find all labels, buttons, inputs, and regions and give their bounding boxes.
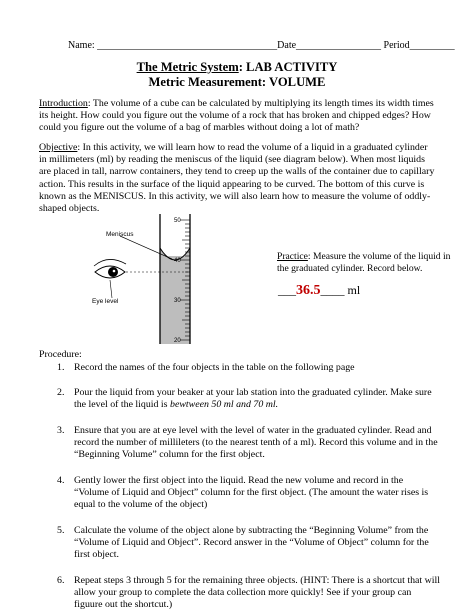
tick-label-40: 40: [174, 258, 181, 264]
tick-label-20: 20: [174, 338, 181, 344]
date-label: Date: [277, 40, 297, 51]
date-field[interactable]: _________________: [296, 40, 382, 51]
name-label: Name:: [68, 40, 98, 51]
introduction-text: : The volume of a cube can be calculated by multiplying its length times its width times its height. How could you figure out the volume of a rock that has broken and chipped edges? How could you figure out the volume of a bag of marbles without doing a lot of math?: [39, 98, 434, 134]
step-number: 5.: [57, 525, 65, 536]
step-text: Record the names of the four objects in the table on the following page: [74, 362, 355, 373]
title-rest: : LAB ACTIVITY: [238, 60, 338, 74]
step-number: 6.: [57, 575, 65, 586]
objective-text: : In this activity, we will learn how to read the volume of a liquid in a graduated cylinder in millimeters (ml) by reading the meniscus of the liquid (see diagram below). When most liquids are placed in tall, narrow containers, they tend to creep up the walls of the container due to capillary action. This results in the surface of the liquid appearing to be curved. The bottom of this curve is known as the MENISCUS. In this activity, we will also learn how to measure the volume of oddly-shaped objects.: [39, 142, 435, 215]
title-line-2: Metric Measurement: VOLUME: [148, 75, 326, 89]
meniscus-diagram: [90, 214, 230, 349]
practice-label: Practice: [277, 251, 308, 262]
title-underlined: The Metric System: [136, 60, 239, 74]
step-number: 1.: [57, 362, 65, 373]
period-label: Period: [381, 40, 410, 51]
step-text: Gently lower the first object into the liquid. Read the new volume and record in the “Volume of Liquid and Object” column for the first object. (The amount the water rises is equal to the volume of the object): [74, 475, 429, 511]
step-text: Ensure that you are at eye level with the level of water in the graduated cylinder. Read and record the number of millileters (to the nearest tenth of a ml). Record this volume and in the “Beginning Volume” column for the first object.: [74, 425, 438, 461]
answer-prefix: ___: [278, 283, 296, 297]
step-text: Repeat steps 3 through 5 for the remaining three objects. (HINT: There is a shortcut that will allow your group to complete the data collection more quickly! See if your group can figuure out the shortcut.): [74, 575, 440, 611]
tick-label-50: 50: [174, 218, 181, 224]
step-number: 2.: [57, 387, 65, 398]
header-line: [68, 40, 455, 51]
period-field[interactable]: _________: [409, 40, 455, 51]
tick-label-30: 30: [174, 298, 181, 304]
practice-answer: [278, 283, 360, 299]
objective-paragraph: [39, 142, 437, 215]
title-line-1: [0, 60, 474, 75]
practice-paragraph: [277, 251, 457, 275]
answer-value[interactable]: 36.5: [296, 283, 321, 298]
objective-label: Objective: [39, 142, 78, 153]
eye-level-label: Eye level: [92, 298, 119, 305]
introduction-paragraph: [39, 98, 437, 135]
eye-icon: [94, 259, 126, 278]
introduction-label: Introduction: [39, 98, 88, 109]
step-number: 3.: [57, 425, 65, 436]
step-text: [74, 387, 440, 411]
meniscus-label: Meniscus: [106, 231, 134, 238]
step-number: 4.: [57, 475, 65, 486]
eye-level-pointer: [110, 280, 112, 298]
step-text: Calculate the volume of the object alone by subtracting the “Beginning Volume” from the “Volume of Liquid and Object”. Record answer in the “Volume of Object” column for the first object.: [74, 525, 429, 561]
meniscus-pointer-line: [120, 236, 172, 259]
practice-text: : Measure the volume of the liquid in the graduated cylinder. Record below.: [277, 251, 451, 274]
answer-suffix: ____ ml: [320, 283, 361, 297]
procedure-heading: Procedure:: [39, 349, 82, 360]
step-text-italic: bewtween 50 ml and 70 ml.: [170, 399, 279, 411]
step-text-part: Pour the liquid from your beaker at your lab station into the graduated cylinder. Make sure the level of the liquid is: [74, 387, 432, 411]
name-field[interactable]: ____________________________________: [97, 40, 278, 51]
